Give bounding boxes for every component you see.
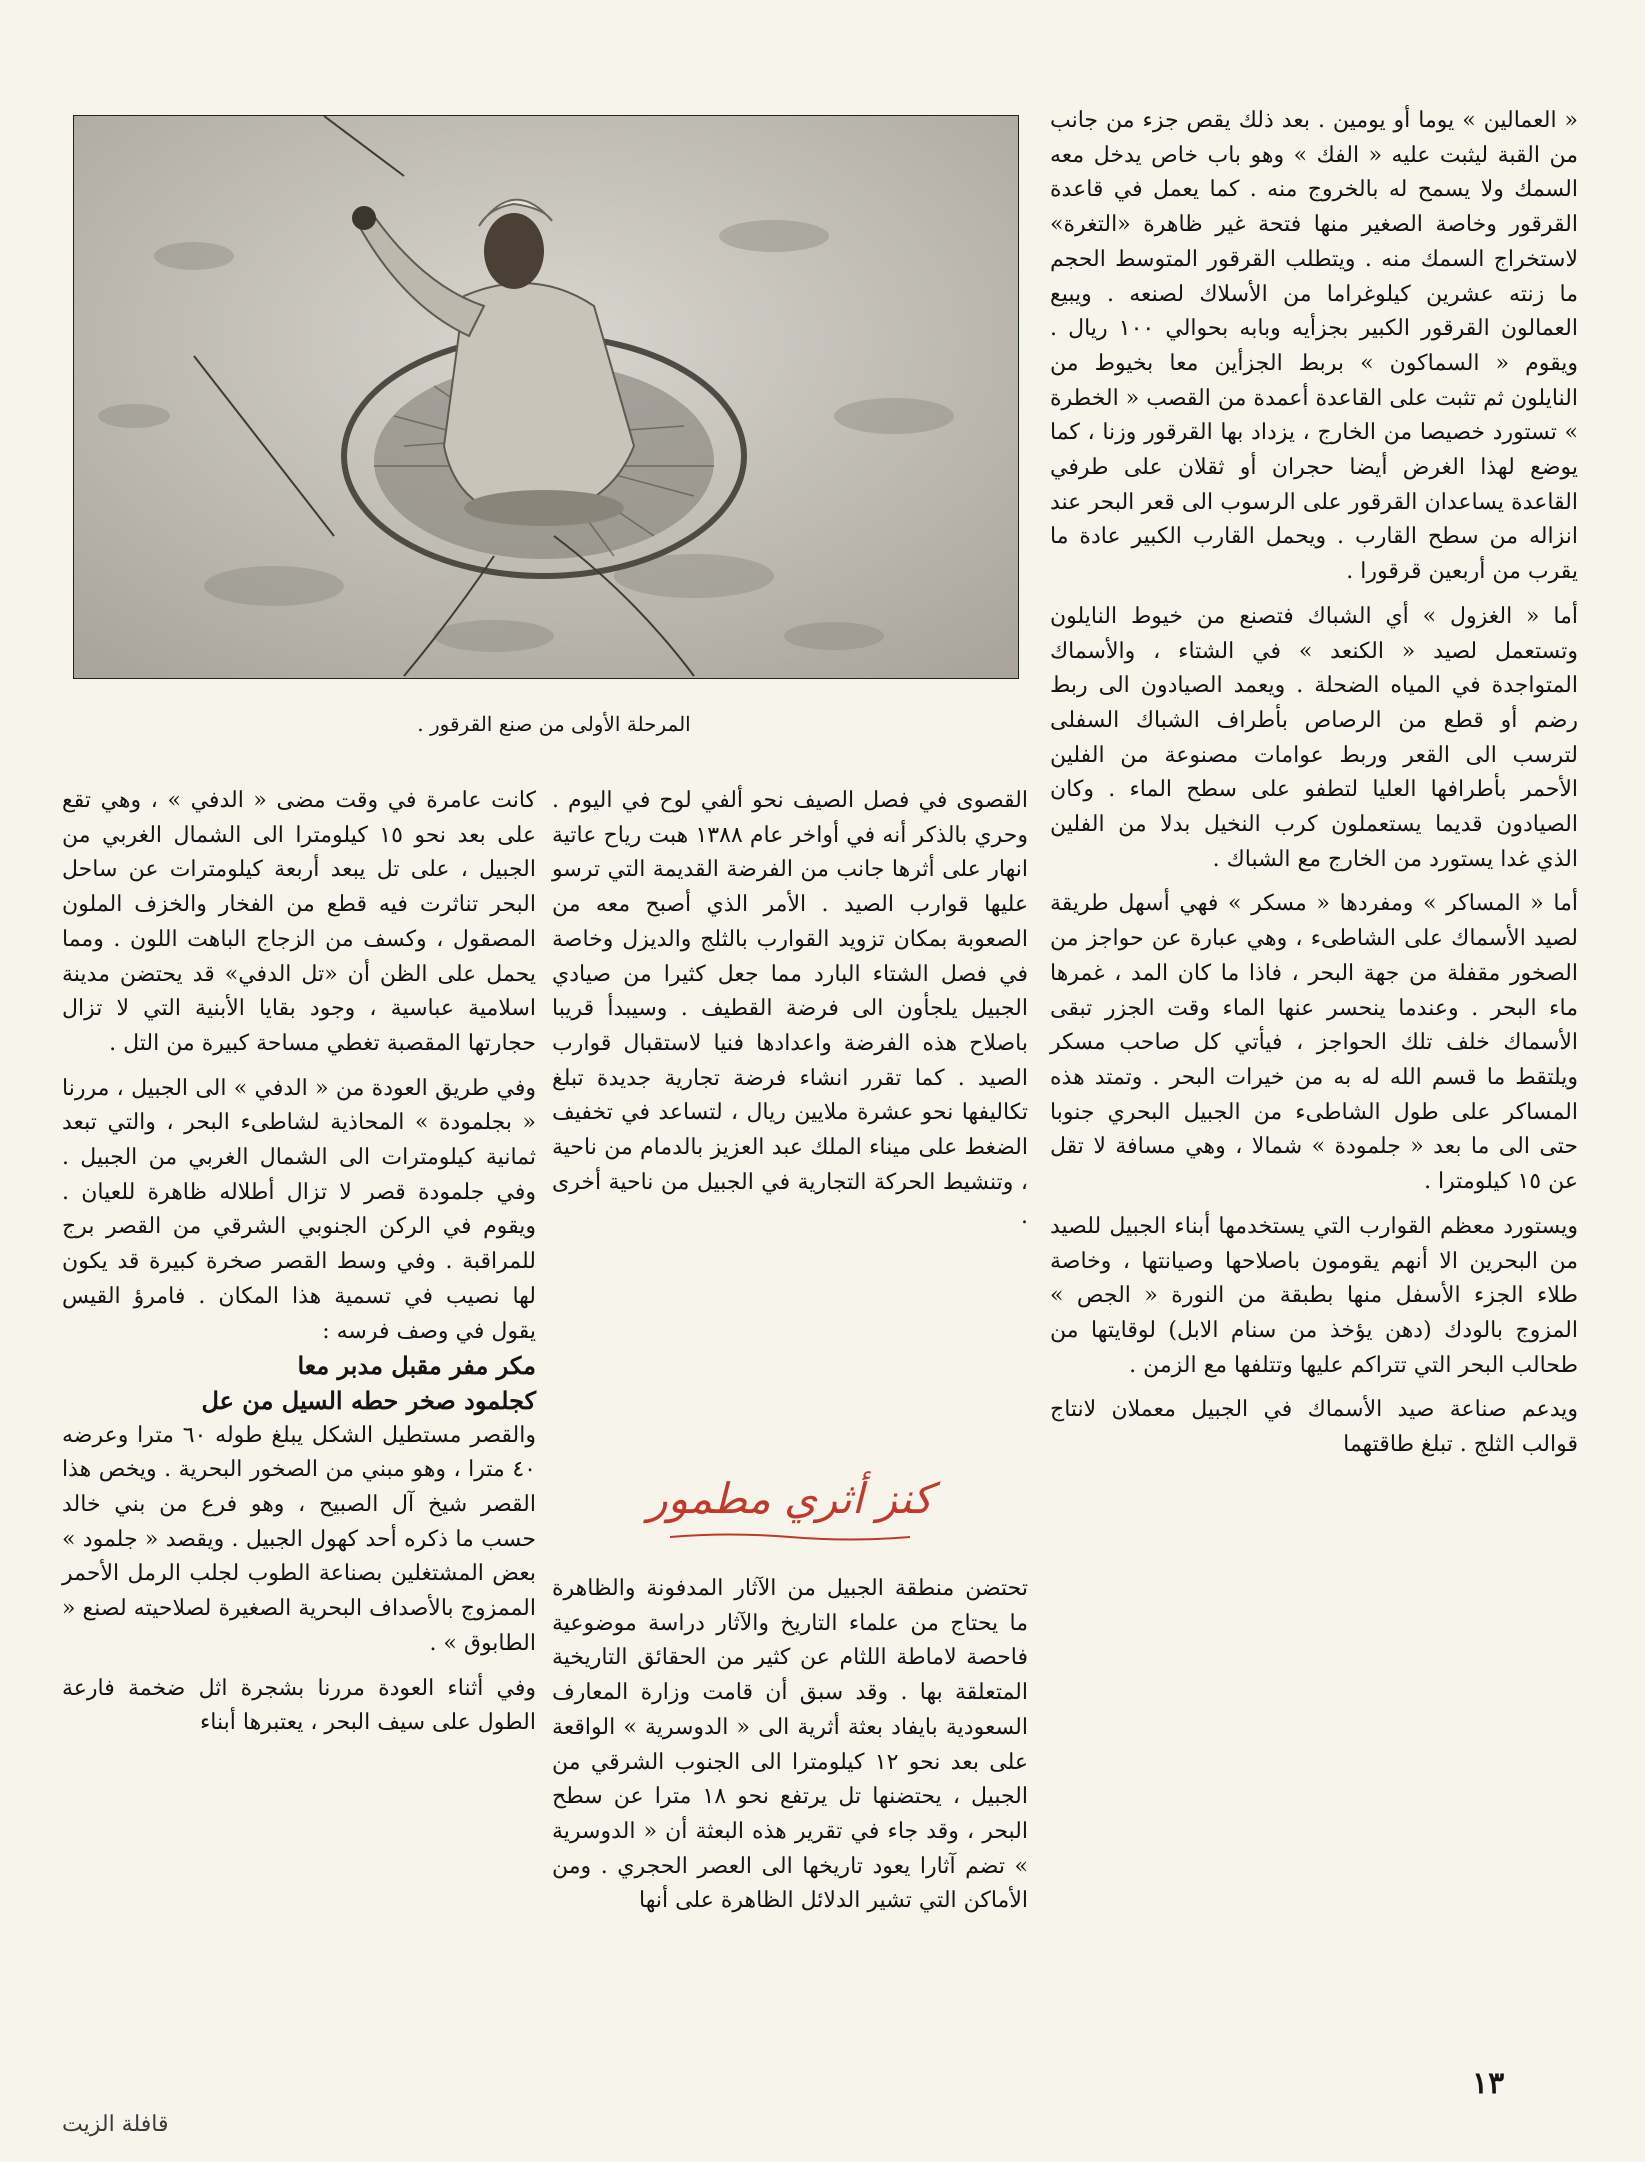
section-heading [640,1470,940,1542]
paragraph: وفي طريق العودة من « الدفي » الى الجبيل ، مررنا « بجلمودة » المحاذية لشاطىء البحر ، والتي تبعد ثمانية كيلومترات الى الشمال الغربي من الجبيل . وفي جلمودة قصر لا تزال أطلاله ظاهرة للعيان . ويقوم في الركن الجنوبي الشرقي من القصر برج للمراقبة . وفي وسط القصر صخرة كبيرة قد يكون لها نصيب في تسمية هذا المكان . فامرؤ القيس يقول في وصف فرسه : [62,1075,536,1344]
paragraph: القصوى في فصل الصيف نحو ألفي لوح في اليوم . وحري بالذكر أنه في أواخر عام ١٣٨٨ هبت رياح عاتية انهار على أثرها جانب من الفرضة القديمة التي ترسو عليها قوارب الصيد . الأمر الذي أصبح معه من الصعوبة بمكان تزويد القوارب بالثلج والديزل وخاصة في فصل الشتاء البارد مما جعل كثيرا من صيادي الجبيل يلجأون الى فرضة القطيف . وسيبدأ قريبا باصلاح هذه الفرضة واعدادها فنيا لاستقبال قوارب الصيد . كما تقرر انشاء فرضة تجارية جديدة تبلغ تكاليفها نحو عشرة ملايين ريال ، لتساعد في تخفيف الضغط على ميناء الملك عبد العزيز بالدمام من ناحية ، وتنشيط الحركة التجارية في الجبيل من ناحية أخرى . [552,788,1028,1230]
poem-verse-line-2: كجلمود صخر حطه السيل من عل [201,1385,536,1415]
paragraph: أما « الغزول » أي الشباك فتصنع من خيوط النايلون وتستعمل لصيد « الكنعد » في الشتاء ، والأسماك المتواجدة في المياه الضحلة . ويعمد الصيادون الى ربط رضم أو قطع من الرصاص بأطراف الشباك السفلى لترسب الى القعر وربط عوامات مصنوعة من الفلين الأحمر بأطرافها العليا لتطفو على سطح الماء . وكان الصيادون قديما يستعملون كرب النخيل بدلا من الفلين الذي غدا يستورد من الخارج مع الشباك . [1050,603,1578,872]
article-column-middle-lower [552,1572,1028,1919]
heading-underline [670,1532,910,1542]
poem-verse-line-1: مكر مفر مقبل مدبر معا [297,1351,536,1381]
paragraph: وفي أثناء العودة مررنا بشجرة اثل ضخمة فارعة الطول على سيف البحر ، يعتبرها أبناء [62,1675,536,1736]
section-heading-text: كنز أثري مطمور [647,1474,933,1523]
page-number: ١٣ [1472,2066,1505,2101]
paragraph: ويدعم صناعة صيد الأسماك في الجبيل معملان لانتاج قوالب الثلج . تبلغ طاقتهما [1050,1397,1578,1458]
article-column-left [62,784,536,1741]
paragraph: أما « المساكر » ومفردها « مسكر » فهي أسهل طريقة لصيد الأسماك على الشاطىء ، وهي عبارة عن حواجز من الصخور مقفلة من جهة البحر ، فاذا ما كان المد ، غمرها ماء البحر . وعندما ينحسر عنها الماء وقت الجزر تبقى الأسماك خلف تلك الحواجز ، فيأتي كل صاحب مسكر ويلتقط ما قسم الله له به من خيرات البحر . وتمتد هذه المساكر على طول الشاطىء من الجبيل البحري جنوبا حتى الى ما بعد « جلمودة » شمالا ، وهي مسافة لا تقل عن ١٥ كيلومترا . [1050,891,1578,1195]
paragraph: تحتضن منطقة الجبيل من الآثار المدفونة والظاهرة ما يحتاج من علماء التاريخ والآثار دراسة موضوعية فاحصة لاماطة اللثام عن كثير من الحقائق التاريخية المتعلقة بها . وقد سبق أن قامت وزارة المعارف السعودية بايفاد بعثة أثرية الى « الدوسرية » الواقعة على بعد نحو ١٢ كيلومترا الى الجنوب الشرقي من الجبيل ، يحتضنها تل يرتفع نحو ١٨ مترا عن سطح البحر ، وقد جاء في تقرير هذه البعثة أن « الدوسرية » تضم آثارا يعود تاريخها الى العصر الحجري . ومن الأماكن التي تشير الدلائل الظاهرة على أنها [552,1576,1029,1914]
photo-caption: المرحلة الأولى من صنع القرقور . [417,712,691,736]
paragraph: ويستورد معظم القوارب التي يستخدمها أبناء الجبيل للصيد من البحرين الا أنهم يقومون باصلاحها وصيانتها ، وخاصة طلاء الجزء الأسفل منها بطبقة من النورة « الجص » المزوج بالودك (دهن يؤخذ من سنام الابل) لوقايتها من طحالب البحر التي تتراكم عليها وتتلفها مع الزمن . [1050,1213,1578,1378]
magazine-name: قافلة الزيت [62,2112,169,2137]
article-column-right [1050,104,1578,1463]
paragraph: كانت عامرة في وقت مضى « الدفي » ، وهي تقع على بعد نحو ١٥ كيلومترا الى الشمال الغربي من الجبيل ، على تل يبعد أربعة كيلومترات عن ساحل البحر تناثرت فيه قطع من الفخار والخزف الملون المصقول ، وكسف من الزجاج الباهت اللون . ومما يحمل على الظن أن «تل الدفي» قد يحتضن مدينة اسلامية عباسية ، وجود بقايا الأبنية التي لا تزال حجارتها المقصبة تغطي مساحة كبيرة من التل . [62,788,536,1056]
paragraph: « العمالين » يوما أو يومين . بعد ذلك يقص جزء من جانب من القبة ليثبت عليه « الفك » وهو باب خاص يدخل معه السمك ولا يسمح له بالخروج منه . كما يعمل في قاعدة القرقور وخاصة الصغير منها فتحة غير ظاهرة «التغرة» لاستخراج السمك منه . ويتطلب القرقور المتوسط الحجم ما زنته عشرين كيلوغراما من الأسلاك لصنعه . ويبيع العمالون القرقور الكبير بجزأيه وبابه بحوالي ١٠٠ ريال . ويقوم « السماكون » بربط الجزأين معا بخيوط من النايلون ثم تثبت على القاعدة أعمدة من القصب « الخطرة » تستورد خصيصا من الخارج ، يزداد بها القرقور وزنا ، كما يوضع لهذا الغرض أيضا حجران أو ثقلان على طرفي القاعدة يساعدان القرقور على الرسوب الى قعر البحر عند انزاله من سطح القارب . ويحمل القارب الكبير عادة ما يقرب من أربعين قرقورا . [1050,108,1578,585]
paragraph: والقصر مستطيل الشكل يبلغ طوله ٦٠ مترا وعرضه ٤٠ مترا ، وهو مبني من الصخور البحرية . ويخص هذا القصر شيخ آل الصبيح ، وهو فرع من بني خالد حسب ما ذكره أحد كهول الجبيل . ويقصد « جلمود » بعض المشتغلين بصناعة الطوب لجلب الرمل الأحمر الممزوج بالأصداف البحرية الصغيرة لصلاحيته لصنع « الطابوق » . [62,1422,536,1656]
article-photo [74,116,1018,678]
article-column-middle [552,784,1028,1235]
